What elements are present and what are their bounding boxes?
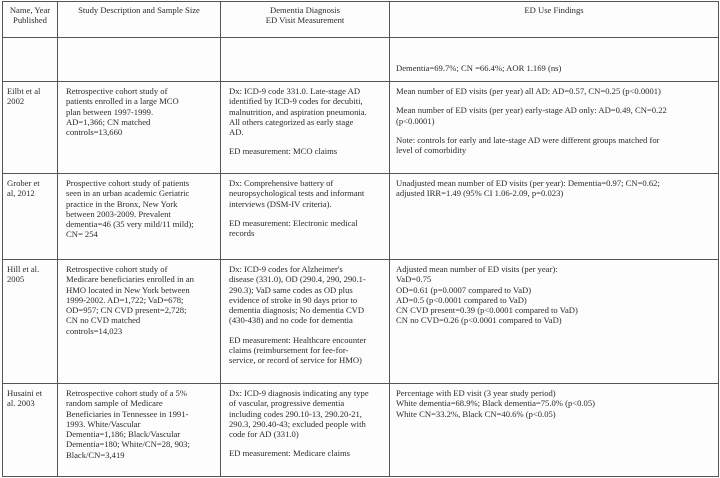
cell-ed-findings	[390, 174, 719, 260]
cell-text-line: Retrospective cohort study of	[66, 264, 168, 274]
cell-text-line: Adjusted mean number of ED visits (per year):	[396, 264, 558, 274]
cell-text-line: Published	[13, 15, 47, 26]
line-gap	[229, 209, 385, 218]
cell-text-line: plan between 1997-1999.	[66, 106, 154, 117]
cell-text-line: service, or record of service for HMO)	[229, 355, 362, 366]
cell-ed-findings	[390, 82, 719, 174]
line-gap	[229, 439, 385, 448]
header-row	[3, 2, 719, 38]
cell-text-line: Prospective cohort study of patients	[66, 178, 190, 188]
cell-text-line: White CN=33.2%, Black CN=40.6% (p<0.05)	[396, 408, 556, 419]
cell-text-line: CN= 254	[66, 229, 98, 240]
cell-text-line: Husaini et	[7, 388, 43, 398]
cell-name-year	[3, 38, 58, 82]
cell-text-line: 290.3, 290.40-43; excluded people with	[229, 418, 366, 429]
cell-text-line: records	[229, 228, 255, 239]
header-name-year	[3, 2, 58, 38]
cell-text-line: 1993. White/Vascular	[66, 418, 141, 429]
cell-text-line: Retrospective cohort study of a 5%	[66, 388, 187, 398]
cell-name-year	[3, 82, 58, 174]
cell-text-line: Percentage with ED visit (3 year study period)	[396, 388, 556, 398]
line-gap	[229, 137, 385, 146]
cell-text-line: al, 2012	[7, 188, 35, 199]
cell-text-line: Dx: ICD-9 diagnosis indicating any type	[229, 388, 369, 398]
cell-text-line: Dementia=180; White/CN=28, 903;	[66, 439, 190, 450]
cell-text-line: practice in the Bronx, New York	[66, 198, 178, 209]
header-study-description	[58, 2, 221, 38]
cell-text-line: dementia=46 (35 very mild/11 mild);	[66, 219, 194, 230]
cell-text-line: AD.	[229, 127, 244, 138]
cell-dementia-diagnosis	[221, 82, 390, 174]
table-row	[3, 260, 719, 384]
cell-name-year	[3, 174, 58, 260]
cell-text-line: 290.3); VaD same codes as OD plus	[229, 284, 353, 295]
cell-text-line: disease (331.0), OD (290.4, 290, 290.1-	[229, 274, 366, 285]
cell-text-line: malnutrition, and aspiration pneumonia.	[229, 106, 367, 117]
cell-text-line: patients enrolled in a large MCO	[66, 96, 179, 107]
cell-dementia-diagnosis	[221, 174, 390, 260]
cell-text-line: adjusted IRR=1.49 (95% CI 1.06-2.09, p=0.023)	[396, 188, 564, 199]
cell-text-line: claims (reimbursement for fee-for-	[229, 345, 349, 356]
cell-text-line: Unadjusted mean number of ED visits (per year): Dementia=0.97; CN=0.62;	[396, 178, 660, 188]
cell-text-line: 1999-2002. AD=1,722; VaD=678;	[66, 294, 184, 305]
cell-text-line: (430-438) and no code for dementia	[229, 315, 353, 326]
cell-text-line: Dx: ICD-9 code 331.0. Late-stage AD	[229, 86, 361, 96]
cell-text-line: code for AD (331.0)	[229, 429, 299, 440]
line-gap	[229, 326, 385, 335]
cell-text-line: of vascular, progressive dementia	[229, 398, 345, 409]
cell-name-year	[3, 260, 58, 384]
line-gap	[396, 126, 714, 135]
cell-text-line: random sample of Medicare	[66, 398, 163, 409]
cell-ed-findings	[390, 384, 719, 477]
cell-text-line: Black/CN=3,419	[66, 449, 125, 460]
cell-text-line: VaD=0.75	[396, 274, 432, 285]
cell-study-description	[58, 174, 221, 260]
table-row	[3, 82, 719, 174]
cell-text-line: ED Use Findings	[524, 5, 584, 15]
cell-ed-findings	[390, 38, 719, 82]
cell-text-line: Dx: ICD-9 codes for Alzheimer's	[229, 264, 343, 274]
cell-study-description	[58, 82, 221, 174]
line-gap	[396, 96, 714, 105]
cell-text-line: seen in an urban academic Geriatric	[66, 188, 190, 199]
cell-text-line: Beneficiaries in Tennessee in 1991-	[66, 408, 189, 419]
cell-text-line: al. 2003	[7, 398, 35, 409]
cell-text-line: Dx: Comprehensive battery of	[229, 178, 334, 188]
cell-text-line: (p<0.0001)	[396, 115, 435, 126]
studies-table	[2, 1, 719, 477]
cell-text-line: between 2003-2009. Prevalent	[66, 208, 171, 219]
cell-text-line: White dementia=68.9%; Black dementia=75.0% (p<0.05)	[396, 398, 596, 409]
cell-dementia-diagnosis	[221, 384, 390, 477]
cell-text-line: Grober et	[7, 178, 40, 188]
cell-dementia-diagnosis	[221, 38, 390, 82]
cell-text-line: Retrospective cohort study of	[66, 86, 168, 96]
header-dementia-diagnosis	[221, 2, 390, 38]
cell-text-line: ED Visit Measurement	[265, 15, 345, 26]
cell-text-line: evidence of stroke in 90 days prior to	[229, 294, 358, 305]
cell-text-line: 2002	[7, 96, 25, 107]
cell-text-line: Study Description and Sample Size	[78, 5, 200, 15]
cell-text-line: OD=0.61 (p=0.0007 compared to VaD)	[396, 284, 532, 295]
cell-text-line: ED measurement: MCO claims	[229, 146, 338, 157]
cell-dementia-diagnosis	[221, 260, 390, 384]
cell-text-line: ED measurement: Electronic medical	[229, 217, 358, 228]
cell-text-line: All others categorized as early stage	[229, 116, 354, 127]
cell-study-description	[58, 260, 221, 384]
cell-text-line: controls=13,660	[66, 127, 123, 138]
cell-text-line: OD=957; CN CVD present=2,728;	[66, 305, 187, 316]
cell-text-line: identified by ICD-9 codes for decubiti,	[229, 96, 363, 107]
cell-text-line: including codes 290.10-13, 290.20-21,	[229, 408, 362, 419]
cell-text-line: Hill et al.	[7, 264, 40, 274]
cell-study-description	[58, 384, 221, 477]
cell-text-line: Note: controls for early and late-stage AD were different groups matched for	[396, 134, 660, 145]
table-row	[3, 38, 719, 82]
cell-text-line: Eilbt et al	[7, 86, 41, 96]
cell-text-line: AD=0.5 (p<0.0001 compared to VaD)	[396, 294, 527, 305]
cell-text-line: Mean number of ED visits (per year) early-stage AD only: AD=0.49, CN=0.22	[396, 105, 667, 116]
cell-text-line: Name, Year	[9, 5, 51, 15]
cell-text-line: CN CVD present=0.39 (p<0.0001 compared to VaD)	[396, 305, 578, 316]
cell-text-line: level of comorbidity	[396, 145, 467, 156]
cell-text-line: Dementia Diagnosis	[270, 5, 340, 15]
cell-text-line: Dementia=69.7%; CN =66.4%; AOR 1.169 (ns)	[396, 62, 562, 73]
cell-text-line: 2005	[7, 274, 25, 285]
cell-text-line: ED measurement: Medicare claims	[229, 448, 350, 459]
cell-text-line: Dementia=1,186; Black/Vascular	[66, 429, 181, 440]
cell-text-line: Medicare beneficiaries enrolled in an	[66, 274, 194, 285]
cell-text-line: Mean number of ED visits (per year) all AD: AD=0.57, CN=0.25 (p<0.0001)	[396, 86, 661, 96]
table-row	[3, 384, 719, 477]
cell-text-line: CN no CVD=0.26 (p<0.0001 compared to VaD)	[396, 315, 562, 326]
cell-text-line: AD=1,366; CN matched	[66, 116, 151, 127]
cell-text-line: dementia diagnosis; No dementia CVD	[229, 305, 365, 316]
cell-text-line: CN no CVD matched	[66, 315, 141, 326]
cell-text-line: controls=14,023	[66, 325, 123, 336]
cell-text-line: HMO located in New York between	[66, 284, 190, 295]
cell-name-year	[3, 384, 58, 477]
cell-study-description	[58, 38, 221, 82]
cell-text-line: ED measurement: Healthcare encounter	[229, 334, 367, 345]
cell-ed-findings	[390, 260, 719, 384]
header-ed-use-findings	[390, 2, 719, 38]
table-row	[3, 174, 719, 260]
cell-text-line: interviews (DSM-IV criteria).	[229, 198, 332, 209]
cell-text-line: neuropsychological tests and informant	[229, 188, 365, 199]
